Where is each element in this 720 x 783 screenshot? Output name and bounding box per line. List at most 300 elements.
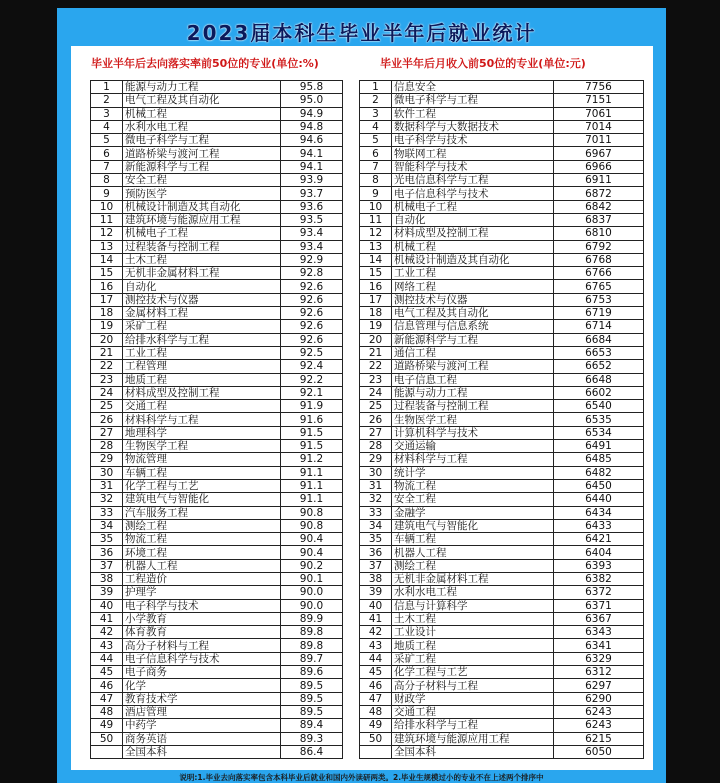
rank-cell: 1 bbox=[360, 81, 392, 94]
table-row bbox=[360, 745, 644, 758]
value-cell: 93.4 bbox=[281, 240, 343, 253]
table-row bbox=[91, 506, 343, 519]
table-row bbox=[360, 586, 644, 599]
rank-cell: 21 bbox=[91, 346, 123, 359]
rank-cell: 10 bbox=[360, 200, 392, 213]
major-cell: 电子科学与技术 bbox=[392, 134, 554, 147]
value-cell: 89.5 bbox=[281, 679, 343, 692]
table-row bbox=[360, 599, 644, 612]
table-row bbox=[360, 506, 644, 519]
major-cell: 无机非金属材料工程 bbox=[392, 572, 554, 585]
table-row bbox=[91, 440, 343, 453]
value-cell: 92.8 bbox=[281, 267, 343, 280]
rank-cell: 28 bbox=[91, 440, 123, 453]
rank-cell: 50 bbox=[91, 732, 123, 745]
major-cell: 材料成型及控制工程 bbox=[392, 227, 554, 240]
table-row bbox=[91, 719, 343, 732]
table-row bbox=[91, 666, 343, 679]
value-cell: 6050 bbox=[554, 745, 644, 758]
value-cell: 93.6 bbox=[281, 200, 343, 213]
value-cell: 6765 bbox=[554, 280, 644, 293]
table-row bbox=[91, 187, 343, 200]
table-row bbox=[360, 692, 644, 705]
rank-cell: 20 bbox=[91, 333, 123, 346]
major-cell: 新能源科学与工程 bbox=[123, 160, 281, 173]
rank-cell: 4 bbox=[360, 120, 392, 133]
table-row bbox=[91, 479, 343, 492]
table-row bbox=[360, 413, 644, 426]
value-cell: 86.4 bbox=[281, 745, 343, 758]
value-cell: 91.1 bbox=[281, 466, 343, 479]
value-cell: 91.2 bbox=[281, 453, 343, 466]
value-cell: 89.8 bbox=[281, 639, 343, 652]
rank-cell: 34 bbox=[360, 519, 392, 532]
value-cell: 6837 bbox=[554, 213, 644, 226]
stats-sheet bbox=[71, 46, 653, 770]
major-cell: 过程装备与控制工程 bbox=[123, 240, 281, 253]
rank-cell: 18 bbox=[91, 307, 123, 320]
major-cell: 中药学 bbox=[123, 719, 281, 732]
table-row bbox=[360, 81, 644, 94]
rank-cell: 2 bbox=[91, 94, 123, 107]
major-cell: 微电子科学与工程 bbox=[392, 94, 554, 107]
rank-cell: 36 bbox=[360, 546, 392, 559]
rank-cell: 28 bbox=[360, 440, 392, 453]
table-row bbox=[360, 652, 644, 665]
value-cell: 94.1 bbox=[281, 160, 343, 173]
table-row bbox=[360, 493, 644, 506]
major-cell: 化学工程与工艺 bbox=[392, 666, 554, 679]
table-row bbox=[360, 147, 644, 160]
table-row bbox=[360, 213, 644, 226]
major-cell: 高分子材料与工程 bbox=[123, 639, 281, 652]
table-row bbox=[91, 307, 343, 320]
table-row bbox=[91, 94, 343, 107]
rank-cell: 3 bbox=[91, 107, 123, 120]
value-cell: 94.6 bbox=[281, 134, 343, 147]
value-cell: 6766 bbox=[554, 267, 644, 280]
table-row bbox=[91, 519, 343, 532]
major-cell: 土木工程 bbox=[123, 253, 281, 266]
rank-cell: 40 bbox=[360, 599, 392, 612]
table-row bbox=[360, 546, 644, 559]
table-row bbox=[360, 134, 644, 147]
major-cell: 建筑电气与智能化 bbox=[392, 519, 554, 532]
rank-cell: 29 bbox=[91, 453, 123, 466]
rank-cell: 16 bbox=[91, 280, 123, 293]
value-cell: 90.4 bbox=[281, 546, 343, 559]
rank-cell: 6 bbox=[91, 147, 123, 160]
value-cell: 6450 bbox=[554, 479, 644, 492]
footnote: 说明:1.毕业去向落实率包含本科毕业后就业和国内外读研两类。2.毕业生规模过小的专业不在上述两个排序中 bbox=[179, 773, 544, 782]
value-cell: 6243 bbox=[554, 705, 644, 718]
rank-cell: 16 bbox=[360, 280, 392, 293]
rank-cell: 32 bbox=[360, 493, 392, 506]
major-cell: 电子信息工程 bbox=[392, 373, 554, 386]
table-row bbox=[360, 333, 644, 346]
table-row bbox=[360, 107, 644, 120]
value-cell: 90.0 bbox=[281, 586, 343, 599]
major-cell: 商务英语 bbox=[123, 732, 281, 745]
major-cell: 新能源科学与工程 bbox=[392, 333, 554, 346]
major-cell: 材料科学与工程 bbox=[123, 413, 281, 426]
major-cell: 车辆工程 bbox=[123, 466, 281, 479]
rank-cell: 47 bbox=[360, 692, 392, 705]
major-cell: 金属材料工程 bbox=[123, 307, 281, 320]
value-cell: 92.6 bbox=[281, 307, 343, 320]
rank-cell: 9 bbox=[91, 187, 123, 200]
rank-cell: 15 bbox=[360, 267, 392, 280]
rank-cell: 47 bbox=[91, 692, 123, 705]
rank-cell bbox=[91, 745, 123, 758]
table-row bbox=[360, 666, 644, 679]
major-cell: 测绘工程 bbox=[392, 559, 554, 572]
rank-cell: 15 bbox=[91, 267, 123, 280]
table-row bbox=[91, 134, 343, 147]
value-cell: 91.6 bbox=[281, 413, 343, 426]
table-row bbox=[91, 373, 343, 386]
major-cell: 信息与计算科学 bbox=[392, 599, 554, 612]
table-row bbox=[360, 293, 644, 306]
value-cell: 95.8 bbox=[281, 81, 343, 94]
value-cell: 6753 bbox=[554, 293, 644, 306]
major-cell: 测控技术与仪器 bbox=[123, 293, 281, 306]
table-row bbox=[91, 320, 343, 333]
table-row bbox=[91, 692, 343, 705]
major-cell: 安全工程 bbox=[392, 493, 554, 506]
major-cell: 计算机科学与技术 bbox=[392, 426, 554, 439]
major-cell: 高分子材料与工程 bbox=[392, 679, 554, 692]
value-cell: 93.4 bbox=[281, 227, 343, 240]
value-cell: 6842 bbox=[554, 200, 644, 213]
rank-cell: 3 bbox=[360, 107, 392, 120]
rank-cell: 1 bbox=[91, 81, 123, 94]
value-cell: 6485 bbox=[554, 453, 644, 466]
major-cell: 工业设计 bbox=[392, 626, 554, 639]
rank-cell: 44 bbox=[360, 652, 392, 665]
value-cell: 6382 bbox=[554, 572, 644, 585]
value-cell: 93.7 bbox=[281, 187, 343, 200]
major-cell: 过程装备与控制工程 bbox=[392, 400, 554, 413]
table-row bbox=[360, 626, 644, 639]
major-cell: 采矿工程 bbox=[392, 652, 554, 665]
table-row bbox=[91, 546, 343, 559]
table-row bbox=[360, 705, 644, 718]
major-cell: 采矿工程 bbox=[123, 320, 281, 333]
table-row bbox=[360, 639, 644, 652]
major-cell: 水利水电工程 bbox=[392, 586, 554, 599]
value-cell: 6719 bbox=[554, 307, 644, 320]
table-row bbox=[360, 572, 644, 585]
major-cell: 物联网工程 bbox=[392, 147, 554, 160]
value-cell: 6482 bbox=[554, 466, 644, 479]
major-cell: 微电子科学与工程 bbox=[123, 134, 281, 147]
value-cell: 89.3 bbox=[281, 732, 343, 745]
table-row bbox=[360, 280, 644, 293]
value-cell: 6341 bbox=[554, 639, 644, 652]
major-cell: 汽车服务工程 bbox=[123, 506, 281, 519]
table-row bbox=[360, 426, 644, 439]
major-cell: 电子科学与技术 bbox=[123, 599, 281, 612]
value-cell: 6534 bbox=[554, 426, 644, 439]
value-cell: 6714 bbox=[554, 320, 644, 333]
rank-cell: 24 bbox=[360, 386, 392, 399]
major-cell: 给排水科学与工程 bbox=[123, 333, 281, 346]
major-cell: 测控技术与仪器 bbox=[392, 293, 554, 306]
value-cell: 91.1 bbox=[281, 493, 343, 506]
value-cell: 6290 bbox=[554, 692, 644, 705]
value-cell: 7061 bbox=[554, 107, 644, 120]
major-cell: 能源与动力工程 bbox=[123, 81, 281, 94]
table-row bbox=[360, 307, 644, 320]
table-row bbox=[91, 280, 343, 293]
monthly-income-table bbox=[359, 80, 644, 759]
value-cell: 89.7 bbox=[281, 652, 343, 665]
table-row bbox=[91, 174, 343, 187]
major-cell: 安全工程 bbox=[123, 174, 281, 187]
table-row bbox=[360, 120, 644, 133]
major-cell: 通信工程 bbox=[392, 346, 554, 359]
value-cell: 6329 bbox=[554, 652, 644, 665]
rank-cell: 40 bbox=[91, 599, 123, 612]
major-cell: 软件工程 bbox=[392, 107, 554, 120]
value-cell: 94.9 bbox=[281, 107, 343, 120]
major-cell: 光电信息科学与工程 bbox=[392, 174, 554, 187]
major-cell: 自动化 bbox=[123, 280, 281, 293]
table-row bbox=[91, 200, 343, 213]
table-row bbox=[91, 745, 343, 758]
table-row bbox=[360, 400, 644, 413]
table-row bbox=[91, 652, 343, 665]
major-cell: 环境工程 bbox=[123, 546, 281, 559]
major-cell: 工业工程 bbox=[392, 267, 554, 280]
value-cell: 6312 bbox=[554, 666, 644, 679]
value-cell: 6810 bbox=[554, 227, 644, 240]
major-cell: 电气工程及其自动化 bbox=[123, 94, 281, 107]
value-cell: 90.2 bbox=[281, 559, 343, 572]
rank-cell: 44 bbox=[91, 652, 123, 665]
major-cell: 护理学 bbox=[123, 586, 281, 599]
major-cell: 建筑电气与智能化 bbox=[123, 493, 281, 506]
major-cell: 网络工程 bbox=[392, 280, 554, 293]
rank-cell: 31 bbox=[360, 479, 392, 492]
table-row bbox=[91, 253, 343, 266]
major-cell: 物流工程 bbox=[123, 533, 281, 546]
value-cell: 6371 bbox=[554, 599, 644, 612]
rank-cell: 23 bbox=[360, 373, 392, 386]
value-cell: 94.1 bbox=[281, 147, 343, 160]
major-cell: 物流工程 bbox=[392, 479, 554, 492]
value-cell: 91.1 bbox=[281, 479, 343, 492]
value-cell: 6404 bbox=[554, 546, 644, 559]
rank-cell: 11 bbox=[91, 213, 123, 226]
table-row bbox=[91, 705, 343, 718]
major-cell: 全国本科 bbox=[392, 745, 554, 758]
employment-rate-table bbox=[90, 80, 343, 759]
rank-cell: 48 bbox=[360, 705, 392, 718]
major-cell: 化学工程与工艺 bbox=[123, 479, 281, 492]
value-cell: 92.5 bbox=[281, 346, 343, 359]
table-row bbox=[91, 160, 343, 173]
rank-cell: 48 bbox=[91, 705, 123, 718]
major-cell: 机械设计制造及其自动化 bbox=[392, 253, 554, 266]
table-row bbox=[91, 453, 343, 466]
table-row bbox=[360, 440, 644, 453]
rank-cell: 5 bbox=[360, 134, 392, 147]
rank-cell: 5 bbox=[91, 134, 123, 147]
rank-cell: 7 bbox=[360, 160, 392, 173]
value-cell: 90.4 bbox=[281, 533, 343, 546]
rank-cell: 17 bbox=[91, 293, 123, 306]
rank-cell: 49 bbox=[91, 719, 123, 732]
rank-cell: 14 bbox=[91, 253, 123, 266]
value-cell: 91.9 bbox=[281, 400, 343, 413]
table-row bbox=[91, 107, 343, 120]
table-row bbox=[91, 346, 343, 359]
major-cell: 酒店管理 bbox=[123, 705, 281, 718]
value-cell: 6440 bbox=[554, 493, 644, 506]
major-cell: 道路桥梁与渡河工程 bbox=[123, 147, 281, 160]
table-row bbox=[91, 639, 343, 652]
table-row bbox=[360, 227, 644, 240]
table-row bbox=[91, 213, 343, 226]
major-cell: 数据科学与大数据技术 bbox=[392, 120, 554, 133]
table-row bbox=[91, 227, 343, 240]
rank-cell: 18 bbox=[360, 307, 392, 320]
value-cell: 6491 bbox=[554, 440, 644, 453]
rank-cell: 43 bbox=[360, 639, 392, 652]
major-cell: 电子信息科学与技术 bbox=[123, 652, 281, 665]
rank-cell: 32 bbox=[91, 493, 123, 506]
rank-cell: 45 bbox=[360, 666, 392, 679]
value-cell: 7151 bbox=[554, 94, 644, 107]
major-cell: 材料科学与工程 bbox=[392, 453, 554, 466]
rank-cell: 10 bbox=[91, 200, 123, 213]
value-cell: 6911 bbox=[554, 174, 644, 187]
major-cell: 物流管理 bbox=[123, 453, 281, 466]
major-cell: 金融学 bbox=[392, 506, 554, 519]
table-row bbox=[360, 732, 644, 745]
table-row bbox=[91, 493, 343, 506]
rank-cell: 30 bbox=[360, 466, 392, 479]
major-cell: 机械设计制造及其自动化 bbox=[123, 200, 281, 213]
table-row bbox=[360, 719, 644, 732]
major-cell: 机械工程 bbox=[392, 240, 554, 253]
value-cell: 6652 bbox=[554, 360, 644, 373]
rank-cell: 11 bbox=[360, 213, 392, 226]
table-row bbox=[91, 147, 343, 160]
value-cell: 89.9 bbox=[281, 612, 343, 625]
table-row bbox=[91, 679, 343, 692]
table-row bbox=[360, 320, 644, 333]
rank-cell: 8 bbox=[360, 174, 392, 187]
table-row bbox=[91, 120, 343, 133]
rank-cell: 13 bbox=[360, 240, 392, 253]
major-cell: 智能科学与技术 bbox=[392, 160, 554, 173]
value-cell: 6421 bbox=[554, 533, 644, 546]
rank-cell: 38 bbox=[91, 572, 123, 585]
value-cell: 6215 bbox=[554, 732, 644, 745]
rank-cell: 42 bbox=[360, 626, 392, 639]
value-cell: 91.5 bbox=[281, 426, 343, 439]
table-row bbox=[91, 400, 343, 413]
value-cell: 6393 bbox=[554, 559, 644, 572]
rank-cell: 9 bbox=[360, 187, 392, 200]
value-cell: 95.0 bbox=[281, 94, 343, 107]
rank-cell: 37 bbox=[360, 559, 392, 572]
value-cell: 6648 bbox=[554, 373, 644, 386]
rank-cell: 43 bbox=[91, 639, 123, 652]
major-cell: 道路桥梁与渡河工程 bbox=[392, 360, 554, 373]
rank-cell: 6 bbox=[360, 147, 392, 160]
table-row bbox=[91, 240, 343, 253]
rank-cell: 13 bbox=[91, 240, 123, 253]
value-cell: 92.6 bbox=[281, 320, 343, 333]
rank-cell: 41 bbox=[91, 612, 123, 625]
value-cell: 6967 bbox=[554, 147, 644, 160]
major-cell: 工程造价 bbox=[123, 572, 281, 585]
table-row bbox=[360, 519, 644, 532]
table-row bbox=[360, 559, 644, 572]
rank-cell: 38 bbox=[360, 572, 392, 585]
page-title: 2023届本科生毕业半年后就业统计 bbox=[186, 21, 537, 45]
table-row bbox=[91, 386, 343, 399]
major-cell: 生物医学工程 bbox=[392, 413, 554, 426]
rank-cell: 12 bbox=[360, 227, 392, 240]
major-cell: 机器人工程 bbox=[392, 546, 554, 559]
table-row bbox=[360, 479, 644, 492]
value-cell: 6872 bbox=[554, 187, 644, 200]
major-cell: 地理科学 bbox=[123, 426, 281, 439]
major-cell: 教育技术学 bbox=[123, 692, 281, 705]
rank-cell: 19 bbox=[91, 320, 123, 333]
table-row bbox=[91, 586, 343, 599]
table-row bbox=[91, 81, 343, 94]
rank-cell: 24 bbox=[91, 386, 123, 399]
rank-cell: 21 bbox=[360, 346, 392, 359]
table-row bbox=[360, 240, 644, 253]
major-cell: 小学教育 bbox=[123, 612, 281, 625]
value-cell: 90.8 bbox=[281, 506, 343, 519]
major-cell: 建筑环境与能源应用工程 bbox=[123, 213, 281, 226]
table-row bbox=[91, 599, 343, 612]
rank-cell: 25 bbox=[91, 400, 123, 413]
rank-cell: 41 bbox=[360, 612, 392, 625]
major-cell: 交通工程 bbox=[392, 705, 554, 718]
value-cell: 90.0 bbox=[281, 599, 343, 612]
major-cell: 全国本科 bbox=[123, 745, 281, 758]
value-cell: 6297 bbox=[554, 679, 644, 692]
value-cell: 92.6 bbox=[281, 280, 343, 293]
rank-cell: 25 bbox=[360, 400, 392, 413]
table-row bbox=[360, 373, 644, 386]
rank-cell: 26 bbox=[360, 413, 392, 426]
rank-cell: 33 bbox=[360, 506, 392, 519]
major-cell: 预防医学 bbox=[123, 187, 281, 200]
major-cell: 工业工程 bbox=[123, 346, 281, 359]
table-row bbox=[91, 413, 343, 426]
major-cell: 地质工程 bbox=[392, 639, 554, 652]
value-cell: 6434 bbox=[554, 506, 644, 519]
rank-cell: 27 bbox=[360, 426, 392, 439]
table-row bbox=[91, 267, 343, 280]
value-cell: 90.1 bbox=[281, 572, 343, 585]
table-row bbox=[91, 559, 343, 572]
right-table-heading: 毕业半年后月收入前50位的专业(单位:元) bbox=[380, 57, 586, 70]
value-cell: 89.8 bbox=[281, 626, 343, 639]
value-cell: 92.6 bbox=[281, 333, 343, 346]
rank-cell: 46 bbox=[360, 679, 392, 692]
